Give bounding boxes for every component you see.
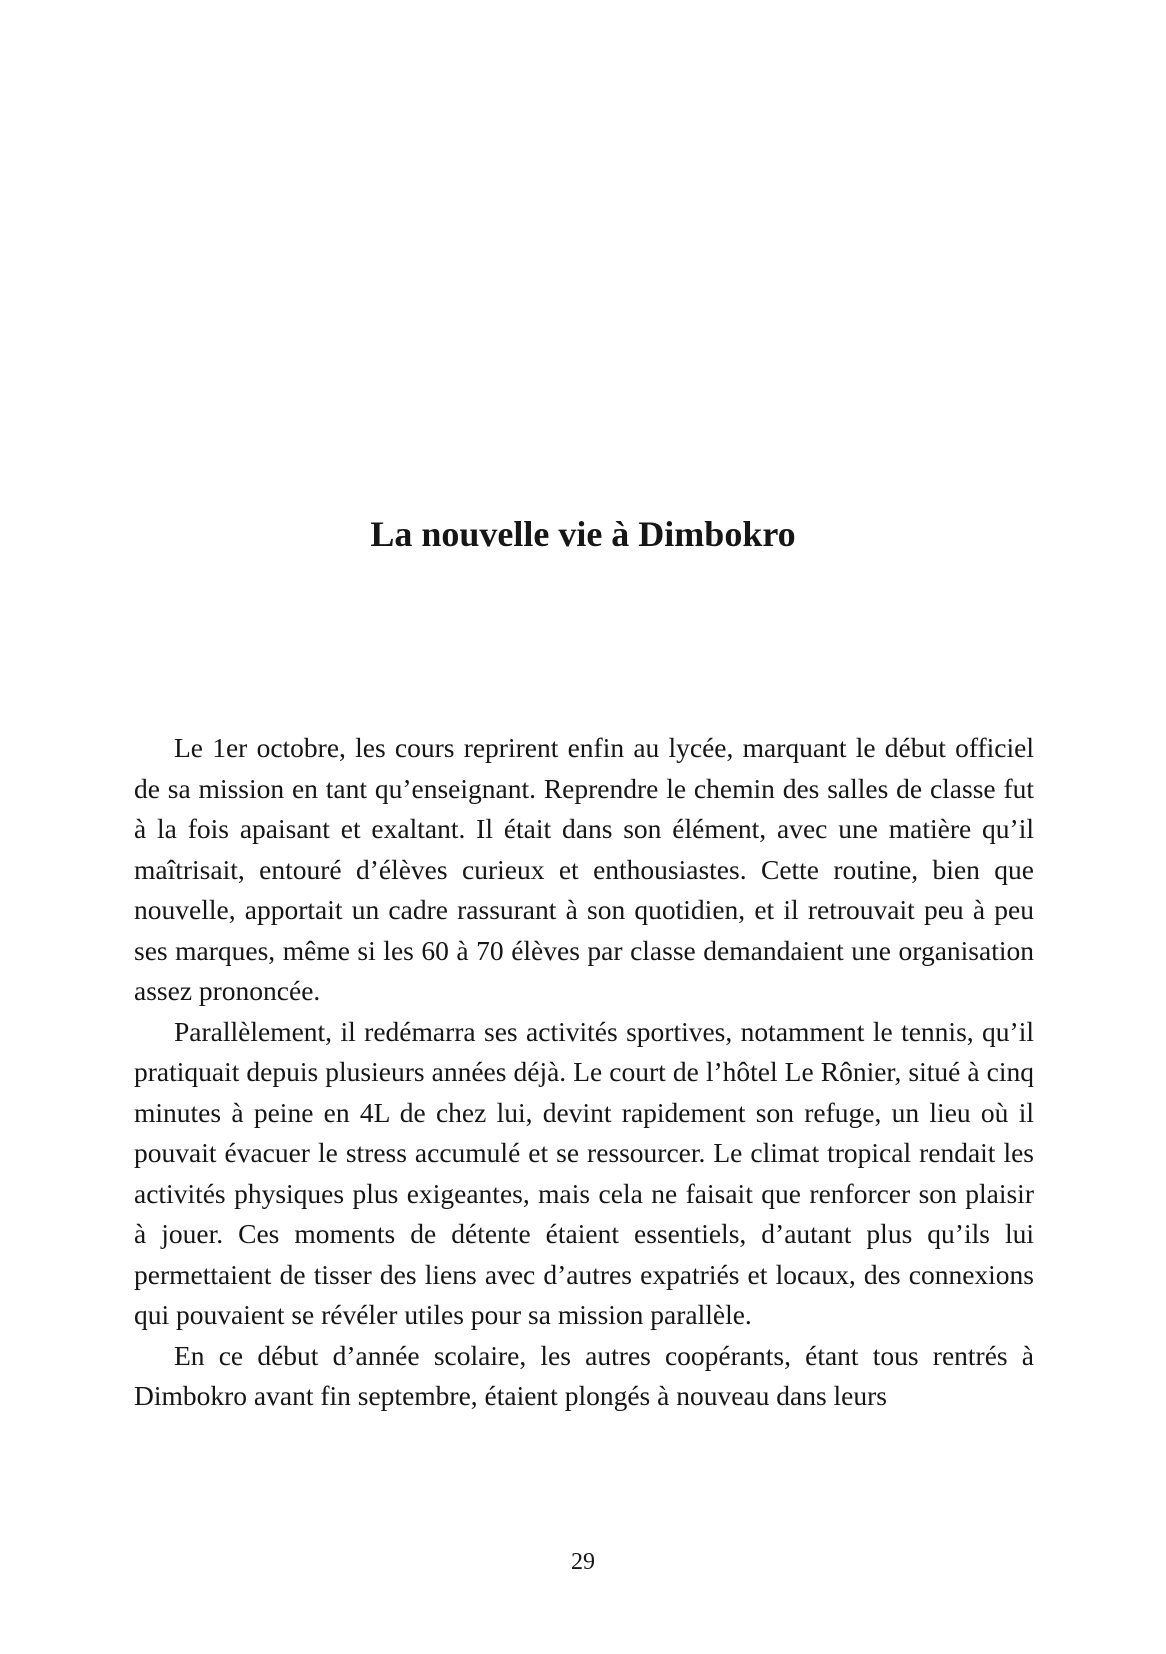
paragraph: En ce début d’année scolaire, les autres coopérants, étant tous rentrés à Dimbokro avant fin septembre, étaient plongés à nouveau dans leurs	[134, 1339, 1034, 1411]
chapter-title: La nouvelle vie à Dimbokro	[370, 514, 796, 554]
paragraph: Parallèlement, il redémarra ses activités sportives, notamment le tennis, qu’il pratiquait depuis plusieurs années déjà. Le court de l’hôtel Le Rônier, situé à cinq minutes à peine en 4L de chez lui, devint rapidement son refuge, un lieu où il pouvait évacuer le stress accumulé et se ressourcer. Le climat tropical rendait les activités physiques plus exigeantes, mais cela ne faisait que renforcer son plaisir à jouer. Ces moments de détente étaient essentiels, d’autant plus qu’ils lui permettaient de tisser des liens avec d’autres expatriés et locaux, des connexions qui pouvaient se révéler utiles pour sa mission parallèle.	[134, 1015, 1034, 1330]
paragraph: Le 1er octobre, les cours reprirent enfin au lycée, marquant le début officiel de sa mission en tant qu’enseignant. Reprendre le chemin des salles de classe fut à la fois apaisant et exaltant. Il était dans son élément, avec une matière qu’il maîtrisait, entouré d’élèves curieux et enthousiastes. Cette routine, bien que nouvelle, apportait un cadre rassurant à son quotidien, et il retrouvait peu à peu ses marques, même si les 60 à 70 élèves par classe demandaient une organisation assez prononcée.	[134, 732, 1034, 1006]
body-text	[134, 728, 1034, 1417]
page-number: 29	[571, 1549, 595, 1575]
